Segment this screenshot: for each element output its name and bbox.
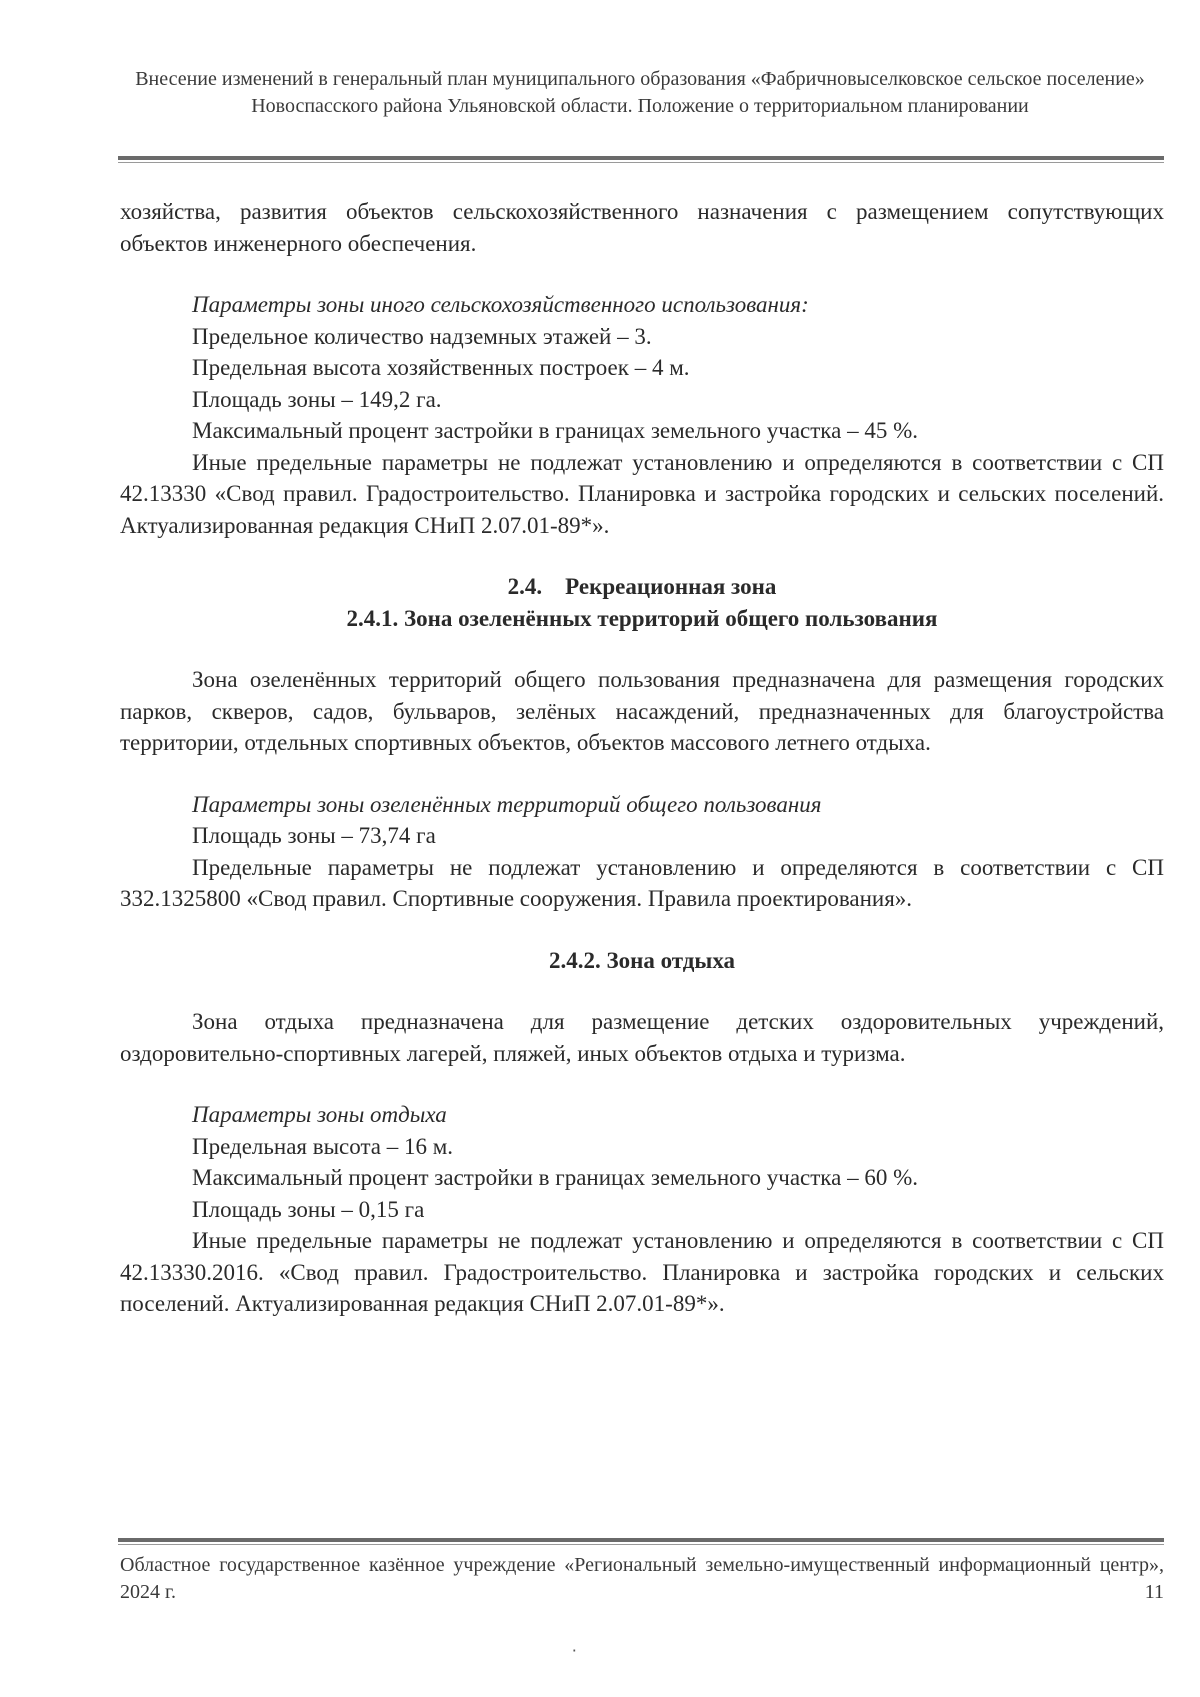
- param-other-rest: Иные предельные параметры не подлежат установлению и определяются в соответствии с СП 42.13330.2016. «Свод правил. Градостроительство. Планировка и застройка городских и сельских поселений. Актуализированная редакция СНиП 2.07.01-89*».: [120, 1228, 1164, 1316]
- footer-organization: Областное государственное казённое учреждение «Региональный земельно-имущественный информационный центр», 2024 г.: [120, 1554, 1164, 1603]
- document-footer: [120, 1552, 1164, 1606]
- param-max-coverage-agricultural: Максимальный процент застройки в границах земельного участка – 45 %.: [192, 418, 918, 443]
- subsection-heading-rest-zone: 2.4.2. Зона отдыха: [548, 947, 736, 973]
- params-title-rest-zone: Параметры зоны отдыха: [192, 1102, 447, 1127]
- paragraph-rest-zone: Зона отдыха предназначена для размещение детских оздоровительных учреждений, оздоровительно-спортивных лагерей, пляжей, иных объектов отдыха и туризма.: [120, 1009, 1164, 1066]
- params-title-green-areas: Параметры зоны озеленённых территорий общего пользования: [192, 791, 822, 817]
- page-number: 11: [1144, 1581, 1164, 1603]
- param-other-green: Предельные параметры не подлежат установлению и определяются в соответствии с СП 332.1325800 «Свод правил. Спортивные сооружения. Правила проектирования».: [120, 854, 1164, 911]
- param-area-agricultural: Площадь зоны – 149,2 га.: [192, 386, 442, 412]
- header-divider: [118, 156, 1164, 163]
- document-header: [120, 66, 1160, 120]
- header-title: Внесение изменений в генеральный план муниципального образования «Фабричновыселковское сельское поселение» Новоспасского района Ульяновской области. Положение о территориальном планировании: [135, 68, 1145, 117]
- param-height-rest: Предельная высота – 16 м.: [192, 1133, 454, 1159]
- param-height-outbuildings: Предельная высота хозяйственных построек – 4 м.: [192, 355, 690, 380]
- param-area-green: Площадь зоны – 73,74 га: [192, 823, 436, 848]
- param-area-rest: Площадь зоны – 0,15 га: [192, 1196, 425, 1222]
- document-body: [120, 196, 1164, 1320]
- param-max-coverage-rest: Максимальный процент застройки в границах земельного участка – 60 %.: [192, 1165, 918, 1190]
- paragraph-green-areas: Зона озеленённых территорий общего пользования предназначена для размещения городских парков, скверов, садов, бульваров, зелёных насаждений, предназначенных для благоустройства территории, отдельных спортивных объектов, объектов массового летнего отдыха.: [120, 667, 1164, 755]
- subsection-heading-green-areas: 2.4.1. Зона озеленённых территорий общего пользования: [346, 605, 938, 631]
- param-other-agricultural: Иные предельные параметры не подлежат установлению и определяются в соответствии с СП 42.13330 «Свод правил. Градостроительство. Планировка и застройка городских и сельских поселений. Актуализированная редакция СНиП 2.07.01-89*».: [120, 449, 1164, 538]
- section-heading-recreational: 2.4. Рекреационная зона: [507, 574, 777, 599]
- scan-speck: ٠: [570, 1642, 579, 1659]
- params-title-agricultural: Параметры зоны иного сельскохозяйственного использования:: [192, 292, 809, 317]
- param-floors: Предельное количество надземных этажей – 3.: [192, 323, 652, 349]
- footer-divider: [118, 1538, 1164, 1545]
- paragraph-continuation: хозяйства, развития объектов сельскохозяйственного назначения с размещением сопутствующих объектов инженерного обеспечения.: [120, 199, 1164, 256]
